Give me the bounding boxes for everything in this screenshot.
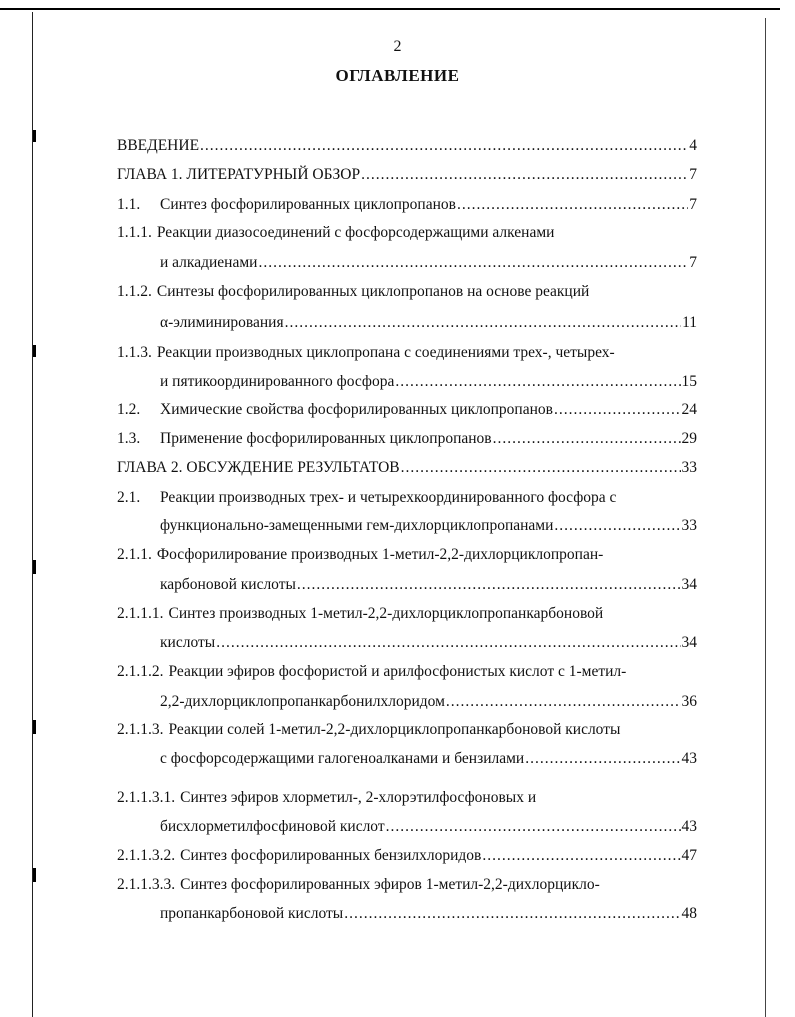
toc-page-number: 29 (681, 430, 697, 447)
toc-page-number: 47 (681, 847, 697, 864)
toc-section-number: 1.2. (117, 401, 141, 418)
toc-section-number: 2.1. (117, 489, 141, 506)
scan-left-border (32, 12, 33, 1017)
toc-entry-1-2[interactable] (117, 398, 697, 422)
dot-leader (361, 163, 688, 187)
toc-entry-2-1-1-2-cont[interactable] (160, 690, 697, 714)
toc-page-number: 7 (689, 196, 697, 213)
toc-page-number: 7 (689, 166, 697, 183)
dot-leader (344, 902, 680, 926)
toc-entry-text: кислоты (160, 634, 216, 651)
toc-entry-text: Реакции диазосоединений с фосфорсодержащими алкенами (156, 224, 555, 241)
toc-entry-1-1-2-cont[interactable] (160, 311, 697, 335)
toc-page-number: 36 (681, 693, 697, 710)
scan-speck (33, 345, 36, 357)
toc-entry-text: бисхлорметилфосфиновой кислот (160, 818, 385, 835)
toc-section-number: 2.1.1.3.3. (117, 876, 176, 893)
toc-page-number: 24 (681, 401, 697, 418)
dot-leader (457, 193, 688, 217)
dot-leader (258, 251, 688, 275)
toc-entry-2-1-1-3-2[interactable] (117, 844, 697, 868)
toc-section-number: 2.1.1.3. (117, 721, 164, 738)
toc-section-number: 1.3. (117, 430, 141, 447)
toc-page-number: 11 (682, 314, 697, 331)
toc-entry-text: и пятикоординированного фосфора (160, 373, 395, 390)
dot-leader (386, 815, 681, 839)
dot-leader (200, 134, 688, 158)
toc-entry-1-1-2[interactable] (117, 280, 697, 304)
toc-entry-text: Реакции производных циклопропана с соединениями трех-, четырех- (156, 344, 615, 361)
toc-entry-text: ВВЕДЕНИЕ (117, 137, 200, 154)
toc-entry-text: карбоновой кислоты (160, 576, 296, 593)
toc-section-number: 2.1.1.3.1. (117, 789, 176, 806)
toc-entry-2-1-1-2[interactable] (117, 660, 697, 684)
toc-entry-2-1-1-1-cont[interactable] (160, 631, 697, 655)
toc-entry-2-1-1[interactable] (117, 543, 697, 567)
toc-section-number: 2.1.1.3.2. (117, 847, 176, 864)
toc-entry-text: Синтез фосфорилированных эфиров 1-метил-2,2-дихлорцикло- (180, 876, 600, 893)
page-title: ОГЛАВЛЕНИЕ (335, 66, 460, 85)
toc-entry-1-1-3[interactable] (117, 341, 697, 365)
toc-page-number: 4 (689, 137, 697, 154)
scan-top-border (0, 0, 780, 10)
toc-section-number: 1.1.3. (117, 344, 152, 361)
toc-page-number: 15 (681, 373, 697, 390)
toc-entry-text: Применение фосфорилированных циклопропанов (160, 430, 492, 447)
toc-entry-text: Реакции эфиров фосфористой и арилфосфонистых кислот с 1-метил- (168, 663, 627, 680)
dot-leader (493, 427, 681, 451)
toc-entry-1-1[interactable] (117, 193, 697, 217)
toc-section-number: 2.1.1.2. (117, 663, 164, 680)
scan-speck (33, 560, 36, 574)
toc-entry-text: и алкадиенами (160, 254, 258, 271)
toc-page-number: 7 (689, 254, 697, 271)
toc-entry-text: Химические свойства фосфорилированных циклопропанов (160, 401, 553, 418)
scan-right-border (765, 18, 766, 1017)
toc-entry-2-1-1-3-1-cont[interactable] (160, 815, 697, 839)
toc-page-number: 48 (681, 905, 697, 922)
toc-entry-text: Синтезы фосфорилированных циклопропанов на основе реакций (156, 283, 590, 300)
toc-entry-intro[interactable] (117, 134, 697, 158)
dot-leader (525, 747, 680, 771)
toc-entry-2-1-1-3-1[interactable] (117, 786, 697, 810)
toc-entry-text: Реакции солей 1-метил-2,2-дихлорциклопропанкарбоновой кислоты (168, 721, 621, 738)
toc-section-number: 1.1.2. (117, 283, 152, 300)
toc-section-number: 2.1.1. (117, 546, 152, 563)
scan-speck (33, 868, 36, 882)
toc-entry-text: пропанкарбоновой кислоты (160, 905, 344, 922)
page-number: 2 (393, 38, 402, 55)
toc-entry-text: α-элиминирования (160, 314, 284, 331)
toc-section-number: 1.1.1. (117, 224, 152, 241)
toc-page-number: 43 (681, 750, 697, 767)
toc-entry-1-1-1[interactable] (117, 221, 697, 245)
dot-leader (395, 370, 680, 394)
toc-entry-text: функционально-замещенными гем-дихлорциклопропанами (160, 517, 554, 534)
toc-entry-chapter-2[interactable] (117, 456, 697, 480)
toc-entry-text: Синтез фосфорилированных бензилхлоридов (180, 847, 482, 864)
dot-leader (554, 514, 680, 538)
dot-leader (297, 573, 681, 597)
dot-leader (285, 311, 681, 335)
toc-entry-text: Фосфорилирование производных 1-метил-2,2-дихлорциклопропан- (156, 546, 604, 563)
toc-entry-2-1-1-3-cont[interactable] (160, 747, 697, 771)
toc-entry-text: Реакции производных трех- и четырехкоординированного фосфора с (160, 489, 617, 506)
toc-entry-text: ГЛАВА 2. ОБСУЖДЕНИЕ РЕЗУЛЬТАТОВ (117, 459, 400, 476)
toc-entry-2-1-1-1[interactable] (117, 602, 697, 626)
toc-entry-1-3[interactable] (117, 427, 697, 451)
toc-page-number: 34 (681, 634, 697, 651)
toc-entry-2-1-1-3[interactable] (117, 718, 697, 742)
scan-speck (33, 130, 36, 142)
toc-entry-1-1-3-cont[interactable] (160, 370, 697, 394)
toc-entry-text: ГЛАВА 1. ЛИТЕРАТУРНЫЙ ОБЗОР (117, 166, 361, 183)
toc-section-number: 1.1. (117, 196, 141, 213)
toc-entry-text: Синтез фосфорилированных циклопропанов (160, 196, 456, 213)
dot-leader (401, 456, 681, 480)
toc-entry-text: с фосфорсодержащими галогеноалканами и бензилами (160, 750, 525, 767)
toc-entry-text: Синтез эфиров хлорметил-, 2-хлорэтилфосфоновых и (180, 789, 537, 806)
dot-leader (446, 690, 681, 714)
toc-entry-1-1-1-cont[interactable] (160, 251, 697, 275)
toc-entry-2-1[interactable] (117, 486, 697, 510)
toc-entry-2-1-cont[interactable] (160, 514, 697, 538)
toc-entry-2-1-1-3-3[interactable] (117, 873, 697, 897)
dot-leader (482, 844, 680, 868)
toc-page-number: 43 (681, 818, 697, 835)
toc-page-number: 33 (681, 459, 697, 476)
toc-page-number: 33 (681, 517, 697, 534)
toc-entry-2-1-1-cont[interactable] (160, 573, 697, 597)
toc-entry-text: 2,2-дихлорциклопропанкарбонилхлоридом (160, 693, 445, 710)
dot-leader (216, 631, 680, 655)
toc-entry-chapter-1[interactable] (117, 163, 697, 187)
toc-section-number: 2.1.1.1. (117, 605, 164, 622)
toc-entry-text: Синтез производных 1-метил-2,2-дихлорциклопропанкарбоновой (168, 605, 604, 622)
toc-page-number: 34 (681, 576, 697, 593)
scan-speck (33, 720, 36, 734)
toc-entry-2-1-1-3-3-cont[interactable] (160, 902, 697, 926)
dot-leader (554, 398, 681, 422)
